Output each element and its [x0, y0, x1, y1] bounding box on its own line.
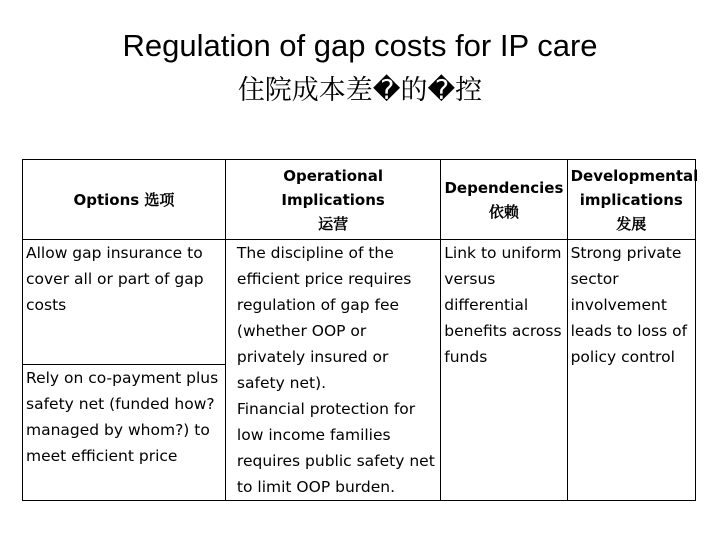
- option-cell: Rely on co-payment plus safety net (funded how? managed by whom?) to meet efficient price: [23, 365, 226, 501]
- header-operational-label: Operational Implications: [281, 166, 385, 209]
- table-row: [23, 240, 696, 365]
- header-operational-cn: 运营: [318, 214, 349, 233]
- header-options: [23, 160, 226, 240]
- operational-text-2: Financial protection for low income families requires public safety net to limit OOP burden.: [236, 400, 435, 496]
- header-developmental: [567, 160, 699, 240]
- operational-cell: [225, 240, 440, 501]
- header-dependencies-cn: 依赖: [488, 202, 519, 221]
- operational-text-1: The discipline of the efficient price requires regulation of gap fee (whether OOP or privately insured or safety net).: [236, 244, 412, 392]
- header-developmental-cn: 发展: [616, 214, 647, 233]
- option-cell: Allow gap insurance to cover all or part of gap costs: [23, 240, 226, 365]
- slide-subtitle: 住院成本差�的�控: [237, 75, 483, 106]
- dependencies-cell: Link to uniform versus differential benefits across funds: [441, 240, 567, 501]
- slide-title: Regulation of gap costs for IP care: [122, 28, 598, 63]
- table-header-row: [23, 160, 696, 240]
- header-dependencies: [441, 160, 567, 240]
- header-developmental-label: Developmental implications: [570, 166, 699, 209]
- options-table: [22, 159, 699, 501]
- header-options-label: Options 选项: [73, 190, 175, 209]
- header-dependencies-label: Dependencies: [444, 178, 564, 197]
- developmental-cell: Strong private sector involvement leads to loss of policy control: [567, 240, 695, 501]
- header-operational: [225, 160, 440, 240]
